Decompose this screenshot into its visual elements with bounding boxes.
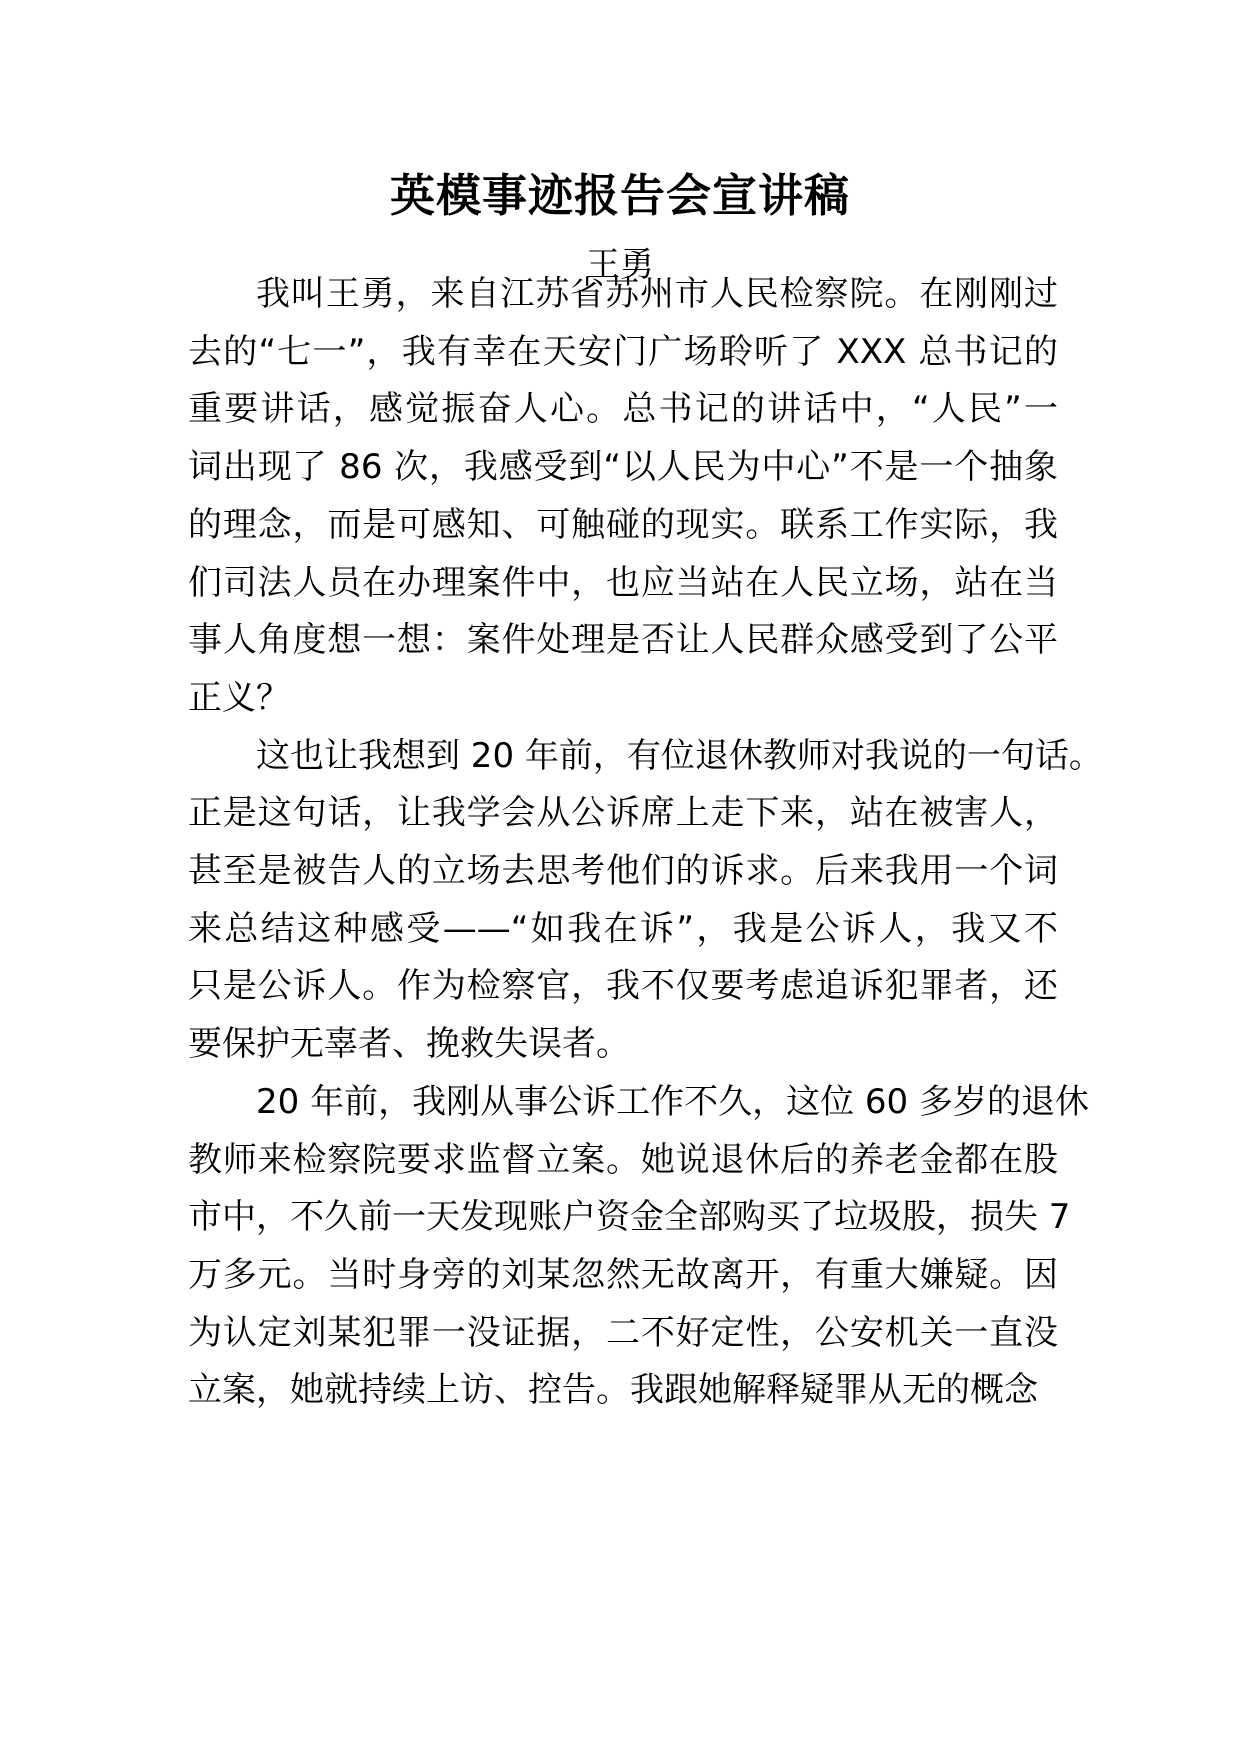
paragraph-line: 只是公诉人。作为检察官，我不仅要考虑追诉犯罪者，还	[188, 966, 1058, 1006]
paragraph-line: 们司法人员在办理案件中，也应当站在人民立场，站在当	[188, 563, 1058, 603]
paragraph-line: 立案，她就持续上访、控告。我跟她解释疑罪从无的概念	[188, 1370, 1038, 1410]
paragraph-line: 正义？	[188, 678, 290, 718]
paragraph-line: 词出现了 86 次，我感受到“以人民为中心”不是一个抽象	[188, 447, 1058, 487]
paragraph-line: 重要讲话，感觉振奋人心。总书记的讲话中，“人民”一	[188, 389, 1058, 429]
document-author: 王勇	[586, 245, 654, 285]
paragraph-line: 的理念，而是可感知、可触碰的现实。联系工作实际，我	[188, 505, 1058, 545]
paragraph-line: 20 年前，我刚从事公诉工作不久，这位 60 多岁的退休	[256, 1082, 1089, 1122]
paragraph-line: 万多元。当时身旁的刘某忽然无故离开，有重大嫌疑。因	[188, 1255, 1058, 1295]
paragraph-line: 这也让我想到 20 年前，有位退休教师对我说的一句话。	[256, 736, 1103, 776]
paragraph-line: 市中，不久前一天发现账户资金全部购买了垃圾股，损失 7	[188, 1197, 1071, 1237]
paragraph-line: 来总结这种感受——“如我在诉”，我是公诉人，我又不	[188, 909, 1058, 949]
paragraph-line: 去的“七一”，我有幸在天安门广场聆听了 XXX 总书记的	[188, 332, 1058, 372]
paragraph-line: 正是这句话，让我学会从公诉席上走下来，站在被害人，	[188, 793, 1058, 833]
document-title: 英模事迹报告会宣讲稿	[389, 169, 850, 222]
paragraph-line: 事人角度想一想：案件处理是否让人民群众感受到了公平	[188, 620, 1058, 660]
paragraph-line: 为认定刘某犯罪一没证据，二不好定性，公安机关一直没	[188, 1313, 1058, 1353]
paragraph-line: 我叫王勇，来自江苏省苏州市人民检察院。在刚刚过	[256, 274, 1058, 314]
paragraph-line: 甚至是被告人的立场去思考他们的诉求。后来我用一个词	[188, 851, 1058, 891]
paragraph-line: 教师来检察院要求监督立案。她说退休后的养老金都在股	[188, 1140, 1058, 1180]
paragraph-line: 要保护无辜者、挽救失误者。	[188, 1024, 630, 1064]
